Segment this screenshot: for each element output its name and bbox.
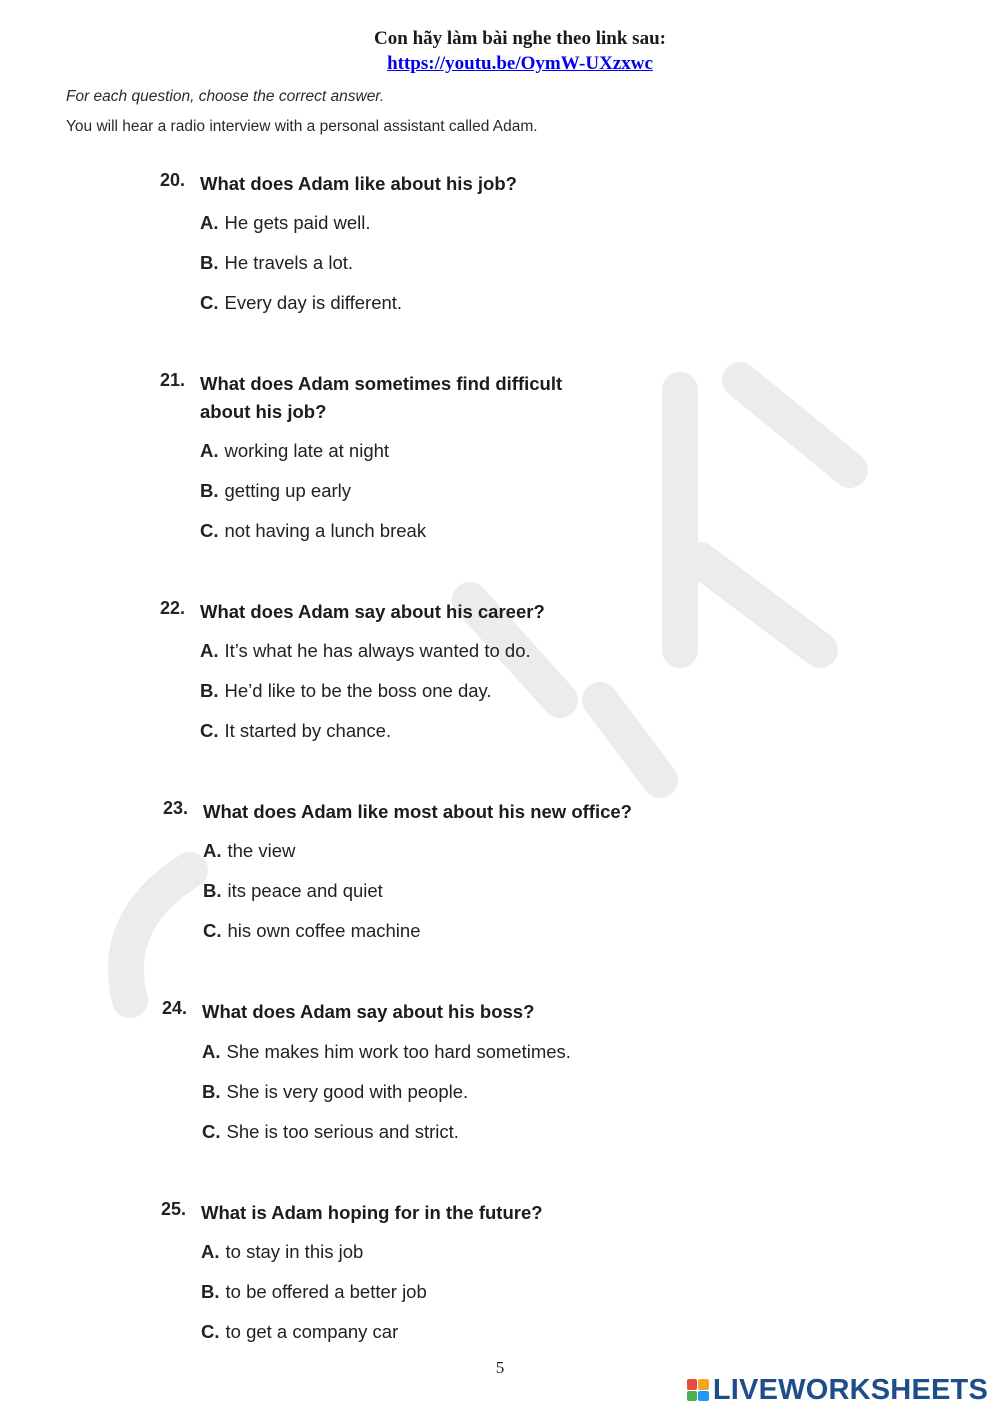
option-c[interactable] bbox=[202, 1112, 571, 1152]
option-text: She makes him work too hard sometimes. bbox=[226, 1041, 571, 1062]
question-text: What does Adam say about his career? bbox=[200, 601, 545, 622]
option-b[interactable] bbox=[202, 1072, 571, 1112]
option-c[interactable] bbox=[203, 911, 421, 951]
option-letter: B. bbox=[200, 680, 219, 701]
option-list bbox=[203, 831, 421, 951]
option-a[interactable] bbox=[200, 203, 402, 243]
option-letter: C. bbox=[200, 720, 219, 741]
option-a[interactable] bbox=[203, 831, 421, 871]
option-letter: B. bbox=[202, 1081, 221, 1102]
liveworksheets-brand[interactable] bbox=[687, 1372, 988, 1408]
option-letter: C. bbox=[201, 1321, 220, 1342]
option-letter: B. bbox=[200, 252, 219, 273]
logo-square bbox=[687, 1391, 698, 1402]
option-text: his own coffee machine bbox=[227, 920, 421, 941]
logo-square bbox=[687, 1379, 698, 1390]
option-letter: C. bbox=[200, 292, 219, 313]
page-header bbox=[0, 26, 1000, 76]
option-c[interactable] bbox=[200, 711, 531, 751]
header-title: Con hãy làm bài nghe theo link sau: bbox=[374, 28, 666, 49]
option-b[interactable] bbox=[203, 871, 421, 911]
option-c[interactable] bbox=[201, 1312, 427, 1352]
option-text: He travels a lot. bbox=[224, 252, 354, 273]
question-number: 20. bbox=[160, 170, 186, 190]
option-letter: A. bbox=[201, 1241, 220, 1262]
option-text: She is too serious and strict. bbox=[226, 1121, 459, 1142]
question-text: What does Adam sometimes find difficult about his job? bbox=[200, 373, 563, 422]
option-list bbox=[202, 1032, 571, 1152]
option-letter: A. bbox=[200, 640, 219, 661]
option-text: She is very good with people. bbox=[226, 1081, 469, 1102]
instruction-line-1: For each question, choose the correct answer. bbox=[66, 88, 385, 105]
question-text: What does Adam like about his job? bbox=[200, 173, 517, 194]
option-letter: C. bbox=[200, 520, 219, 541]
instructions bbox=[66, 88, 538, 136]
option-text: He gets paid well. bbox=[224, 212, 371, 233]
option-text: not having a lunch break bbox=[224, 520, 427, 541]
option-c[interactable] bbox=[200, 283, 402, 323]
option-a[interactable] bbox=[200, 631, 531, 671]
question-number: 24. bbox=[162, 998, 188, 1018]
option-letter: A. bbox=[202, 1041, 221, 1062]
question-text: What does Adam like most about his new office? bbox=[203, 801, 632, 822]
option-text: It’s what he has always wanted to do. bbox=[224, 640, 531, 661]
option-text: its peace and quiet bbox=[227, 880, 383, 901]
option-text: Every day is different. bbox=[224, 292, 403, 313]
page-number: 5 bbox=[495, 1358, 505, 1377]
instruction-line-2: You will hear a radio interview with a personal assistant called Adam. bbox=[66, 118, 538, 135]
option-text: He’d like to be the boss one day. bbox=[224, 680, 492, 701]
option-list bbox=[200, 431, 426, 551]
logo-square bbox=[698, 1379, 709, 1390]
option-a[interactable] bbox=[200, 431, 426, 471]
liveworksheets-logo-icon bbox=[687, 1379, 709, 1401]
option-a[interactable] bbox=[201, 1232, 427, 1272]
question-number: 21. bbox=[160, 370, 186, 390]
question-number: 23. bbox=[163, 798, 189, 818]
option-list bbox=[201, 1232, 427, 1352]
option-a[interactable] bbox=[202, 1032, 571, 1072]
option-list bbox=[200, 203, 402, 323]
option-text: the view bbox=[227, 840, 296, 861]
option-list bbox=[200, 631, 531, 751]
option-text: to be offered a better job bbox=[225, 1281, 427, 1302]
logo-square bbox=[698, 1391, 709, 1402]
option-b[interactable] bbox=[201, 1272, 427, 1312]
question-number: 25. bbox=[161, 1199, 187, 1219]
option-letter: A. bbox=[200, 212, 219, 233]
option-b[interactable] bbox=[200, 471, 426, 511]
option-text: getting up early bbox=[224, 480, 352, 501]
option-text: working late at night bbox=[224, 440, 390, 461]
option-letter: B. bbox=[200, 480, 219, 501]
option-letter: C. bbox=[202, 1121, 221, 1142]
option-text: to stay in this job bbox=[225, 1241, 364, 1262]
option-letter: B. bbox=[201, 1281, 220, 1302]
option-b[interactable] bbox=[200, 243, 402, 283]
question-text: What is Adam hoping for in the future? bbox=[201, 1202, 543, 1223]
option-c[interactable] bbox=[200, 511, 426, 551]
option-text: to get a company car bbox=[225, 1321, 399, 1342]
question-number: 22. bbox=[160, 598, 186, 618]
question-text: What does Adam say about his boss? bbox=[202, 1001, 535, 1022]
option-b[interactable] bbox=[200, 671, 531, 711]
option-letter: A. bbox=[203, 840, 222, 861]
option-text: It started by chance. bbox=[224, 720, 392, 741]
option-letter: C. bbox=[203, 920, 222, 941]
youtube-link[interactable]: https://youtu.be/OymW-UXzxwc bbox=[387, 53, 653, 74]
option-letter: B. bbox=[203, 880, 222, 901]
brand-name: LIVEWORKSHEETS bbox=[712, 1373, 988, 1406]
option-letter: A. bbox=[200, 440, 219, 461]
